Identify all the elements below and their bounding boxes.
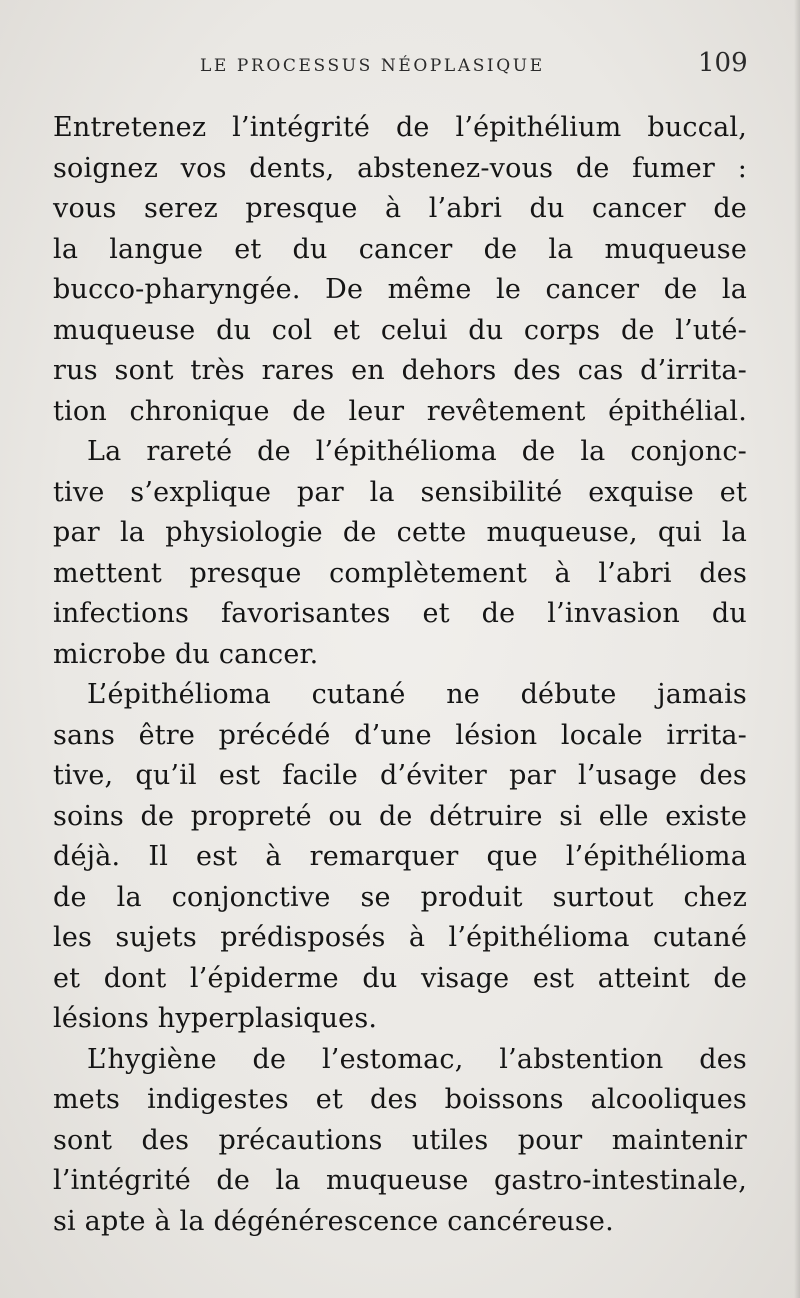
text-line: tive s’explique par la sensibilité exquise et bbox=[53, 476, 747, 508]
text-line: microbe du cancer. bbox=[53, 638, 319, 670]
text-line: vous serez presque à l’abri du cancer de bbox=[53, 193, 747, 224]
text-line: mettent presque complètement à l’abri des bbox=[53, 557, 747, 589]
text-line: tion chronique de leur revêtement épithélial. bbox=[53, 395, 747, 427]
text-line: Entretenez l’intégrité de l’épithélium buccal, bbox=[53, 112, 747, 143]
text-line: mets indigestes et des boissons alcooliques bbox=[53, 1084, 747, 1115]
text-line: soignez vos dents, abstenez-vous de fumer : bbox=[53, 152, 747, 184]
text-line: sans être précédé d’une lésion locale irrita- bbox=[53, 719, 747, 751]
running-title: LE PROCESSUS NÉOPLASIQUE bbox=[200, 56, 545, 76]
text-line: L’épithélioma cutané ne débute jamais bbox=[87, 679, 747, 710]
page-number: 109 bbox=[698, 48, 748, 78]
text-line: déjà. Il est à remarquer que l’épithélioma bbox=[53, 841, 747, 872]
body-text bbox=[53, 108, 747, 1242]
text-line: tive, qu’il est facile d’éviter par l’usage des bbox=[53, 760, 747, 791]
text-line: et dont l’épiderme du visage est atteint de bbox=[53, 962, 747, 994]
text-line: l’intégrité de la muqueuse gastro-intestinale, bbox=[53, 1165, 747, 1196]
text-line: infections favorisantes et de l’invasion du bbox=[53, 598, 747, 629]
running-head bbox=[0, 48, 800, 88]
text-line: les sujets prédisposés à l’épithélioma cutané bbox=[53, 922, 747, 953]
text-line: bucco-pharyngée. De même le cancer de la bbox=[53, 274, 747, 305]
text-line: par la physiologie de cette muqueuse, qui la bbox=[53, 517, 747, 548]
scan-edge-shadow bbox=[794, 0, 800, 1298]
text-line: lésions hyperplasiques. bbox=[53, 1003, 378, 1034]
text-line: de la conjonctive se produit surtout chez bbox=[53, 881, 747, 913]
text-line: La rareté de l’épithélioma de la conjonc- bbox=[87, 436, 747, 467]
text-line: rus sont très rares en dehors des cas d’irrita- bbox=[53, 355, 747, 386]
text-line: soins de propreté ou de détruire si elle existe bbox=[53, 800, 747, 832]
text-line: la langue et du cancer de la muqueuse bbox=[53, 233, 747, 265]
text-line: L’hygiène de l’estomac, l’abstention des bbox=[87, 1043, 747, 1075]
text-line: muqueuse du col et celui du corps de l’uté- bbox=[53, 314, 747, 346]
text-line: sont des précautions utiles pour maintenir bbox=[53, 1124, 747, 1156]
text-line: si apte à la dégénérescence cancéreuse. bbox=[53, 1205, 614, 1237]
